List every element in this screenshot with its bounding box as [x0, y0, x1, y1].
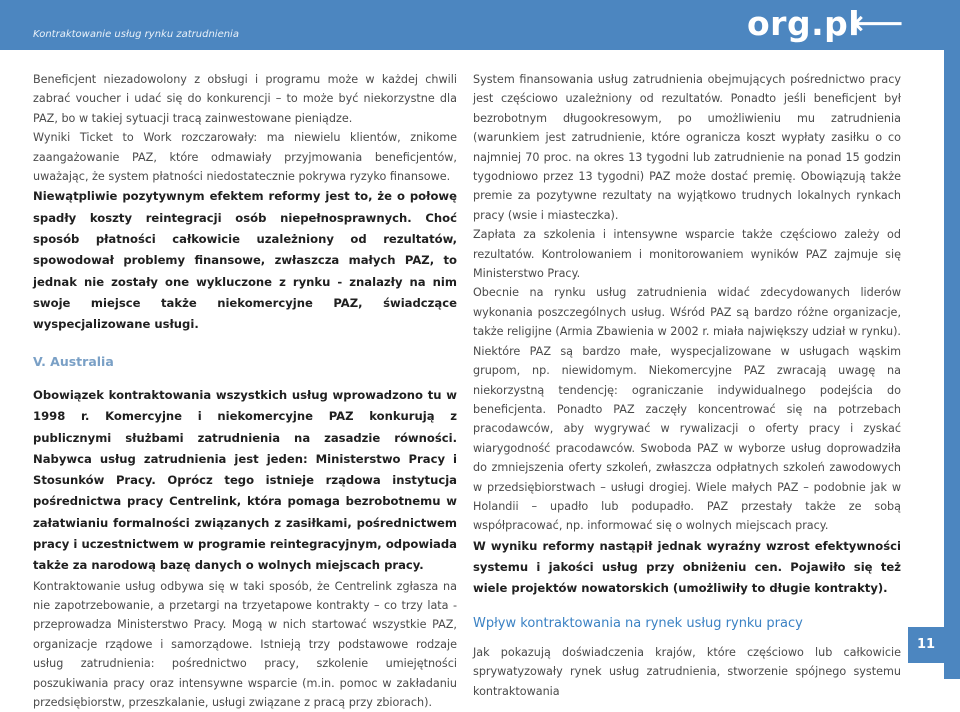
- left-column: [33, 70, 457, 712]
- right-column: [473, 70, 901, 701]
- left-paragraph-4-bold: Obowiązek kontraktowania wszystkich usług wprowadzono tu w 1998 r. Komercyjne i niekomercyjne PAZ konkurują z publicznymi służbami zatrudnienia na zasadzie równości. Nabywca usług zatrudnienia jest jeden: Ministerstwo Pracy i Stosunków Pracy. Oprócz tego istnieje rządowa instytucja pośrednictwa pracy Centrelink, która pomaga bezrobotnemu w załatwianiu formalności związanych z zasiłkami, pośrednictwem pracy i uczestnictwem w programie reintegracyjnym, odpowiada także za narodową bazę danych o wolnych miejscach pracy.: [33, 387, 457, 573]
- header-bar: [0, 0, 944, 50]
- right-paragraph-4-bold: W wyniku reformy nastąpił jednak wyraźny wzrost efektywności systemu i jakości usług przy obniżeniu cen. Pojawiło się też wiele projektów nowatorskich (umożliwiły to długie kontrakty).: [473, 538, 901, 596]
- right-paragraph-5: Jak pokazują doświadczenia krajów, które częściowo lub całkowicie sprywatyzowały rynek usług zatrudnienia, stworzenie spójnego systemu kontraktowania: [473, 646, 901, 698]
- subheading: Wpływ kontraktowania na rynek usług rynku pracy: [473, 615, 803, 631]
- right-paragraph-1: System finansowania usług zatrudnienia obejmujących pośrednictwo pracy jest częściowo uzależniony od rezultatów. Ponadto jeśli beneficjent był bezrobotnym długookresowym, po umożliwieniu mu zatrudnienia (warunkiem jest zatrudnienie, które ogranicza koszt wypłaty zasiłku o co najmniej 70 proc. na okres 13 tygodni lub zatrudnienie na ponad 15 godzin tygodniowo przez 13 tygodni) PAZ może dostać premię. Obowiązują także premie za pozytywne rezultaty na wyjątkowo trudnych lokalnych rynkach pracy (wsie i miasteczka).: [473, 73, 901, 222]
- back-arrow-icon: ⟵: [852, 3, 904, 44]
- brand-logo: org.pl: [747, 4, 861, 43]
- section-heading: V. Australia: [33, 353, 114, 369]
- left-paragraph-5: Kontraktowanie usług odbywa się w taki sposób, że Centrelink zgłasza na nie zapotrzebowanie, a przetargi na trzyetapowe kontrakty – co trzy lata - przeprowadza Ministerstwo Pracy. Mogą w nich startować wszystkie PAZ, organizacje rządowe i samorządowe. Istnieją trzy podstawowe rodzaje usług zatrudnienia: pośrednictwo pracy, szkolenie umiejętności poszukiwania pracy oraz intensywne wsparcie (m.in. pomoc w zakładaniu przedsiębiorstw, przeszkalanie, usługi związane z pracą przy zbiorach).: [33, 579, 457, 710]
- left-paragraph-1: Beneficjent niezadowolony z obsługi i programu może w każdej chwili zabrać voucher i udać się do konkurencji – to może być niekorzystne dla PAZ, bo w takiej sytuacji tracą zainwestowane pieniądze.: [33, 73, 457, 125]
- right-paragraph-3: Obecnie na rynku usług zatrudnienia widać zdecydowanych liderów wykonania poszczególnych usług. Wśród PAZ są bardzo różne organizacje, także religijne (Armia Zbawienia w 2002 r. miała największy udział w rynku). Niektóre PAZ są bardzo małe, wyspecjalizowane w usługach wąskim grupom, np. niewidomym. Niekomercyjne PAZ zwracają uwagę na niekorzystną tendencję: ograniczanie indywidualnego podejścia do beneficjenta. Ponadto PAZ zaczęły koncentrować się na potrzebach pracodawców, aby wygrywać w rywalizacji o oferty pracy i zyskać wiarygodność pracodawców. Swoboda PAZ w wyborze usług doprowadziła do zmniejszenia oferty szkoleń, zwłaszcza odpłatnych szkoleń zawodowych w przedsiębiorstwach – usługi drogiej. Wiele małych PAZ – podobnie jak w Holandii – upadło lub podupadło. PAZ przestały także ze sobą współpracować, np. informować się o wolnych miejscach pracy.: [473, 286, 901, 533]
- page-number: 11: [908, 627, 944, 663]
- running-title: Kontraktowanie usług rynku zatrudnienia: [33, 29, 239, 40]
- right-paragraph-2: Zapłata za szkolenia i intensywne wsparcie także częściowo zależy od rezultatów. Kontrolowaniem i monitorowaniem wyników PAZ zajmuje się Ministerstwo Pracy.: [473, 228, 901, 281]
- left-paragraph-3-bold: Niewątpliwie pozytywnym efektem reformy jest to, że o połowę spadły koszty reintegracji osób niepełnosprawnych. Choć sposób płatności całkowicie uzależniony od rezultatów, spowodował problemy finansowe, zwłaszcza małych PAZ, to jednak nie zostały one wykluczone z rynku - znalazły na nim swoje miejsce także niekomercyjne PAZ, świadczące wyspecjalizowane usługi.: [33, 189, 457, 332]
- right-edge-strip: [944, 0, 960, 679]
- left-paragraph-2: Wyniki Ticket to Work rozczarowały: ma niewielu klientów, znikome zaangażowanie PAZ, które odmawiały przyjmowania beneficjentów, uważając, że system płatności niedostatecznie pokrywa ryzyko finansowe.: [33, 131, 457, 184]
